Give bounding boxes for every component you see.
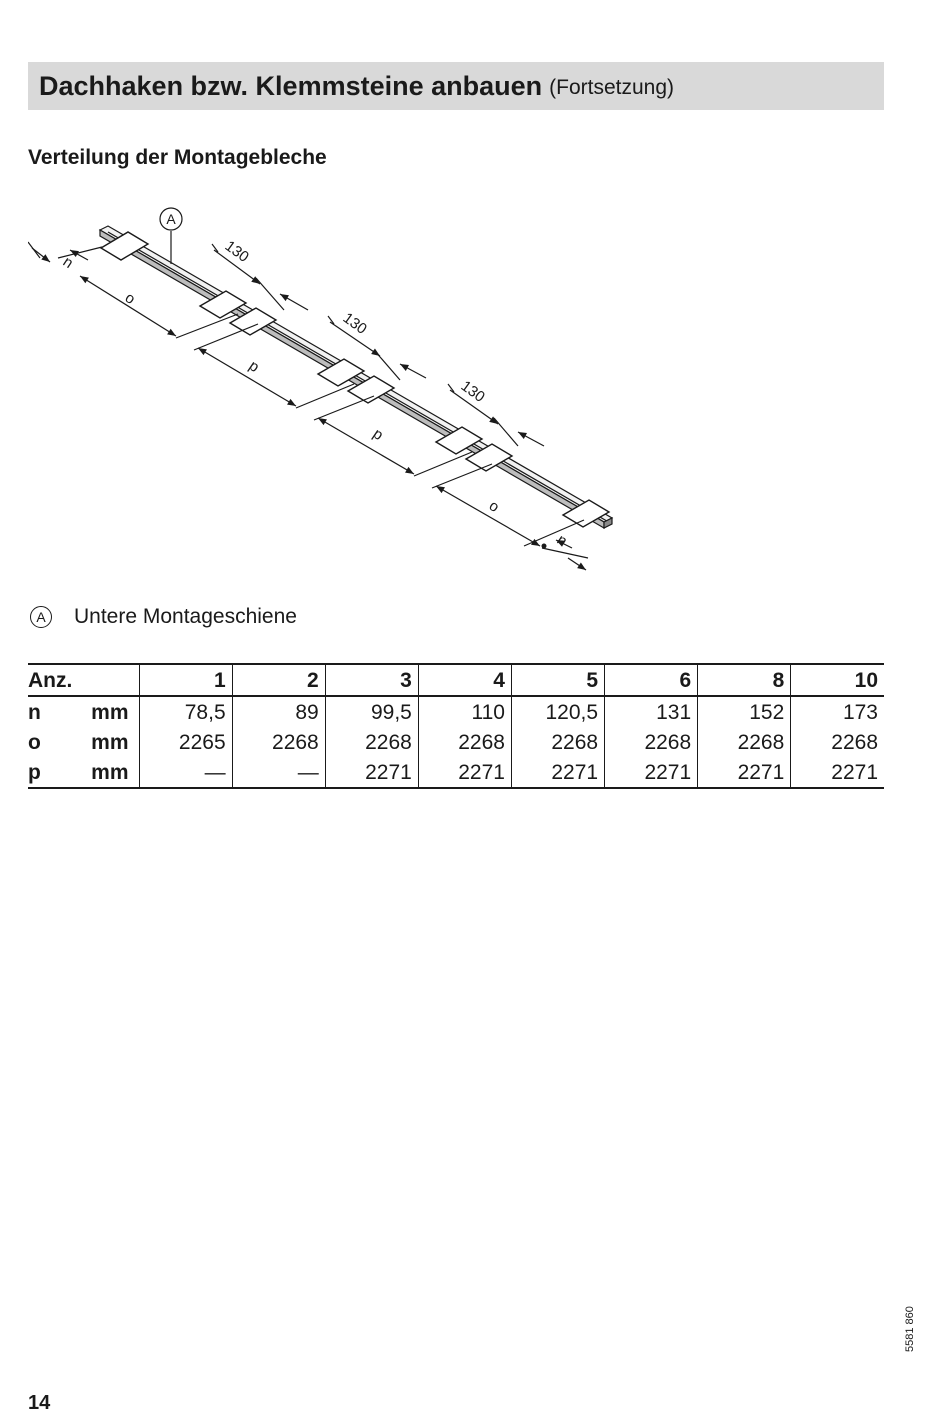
document-number: 5581 860 <box>904 1306 916 1352</box>
column-header: 1 <box>139 664 232 696</box>
dimension-line <box>198 348 296 406</box>
table-cell: 2268 <box>698 727 791 757</box>
dimension-line <box>400 364 426 378</box>
column-header: 10 <box>791 664 884 696</box>
mounting-rail-diagram <box>28 198 628 580</box>
row-label: p <box>28 757 85 788</box>
dim-label-130: 130 <box>457 377 488 406</box>
table-cell: 2271 <box>698 757 791 788</box>
column-header: 5 <box>511 664 604 696</box>
dim-label-n: n <box>59 253 77 272</box>
table-cell: 2268 <box>605 727 698 757</box>
table-cell: 110 <box>418 696 511 727</box>
column-header: 6 <box>605 664 698 696</box>
row-unit: mm <box>85 757 139 788</box>
dimension-line <box>518 432 544 446</box>
table-row <box>28 727 884 757</box>
table-row <box>28 757 884 788</box>
dimension-line <box>32 248 88 262</box>
dim-label-o: o <box>485 497 503 516</box>
table-cell: 2271 <box>325 757 418 788</box>
row-label: n <box>28 700 41 724</box>
table-cell: 2271 <box>605 757 698 788</box>
table-cell: 78,5 <box>139 696 232 727</box>
page-title: Dachhaken bzw. Klemmsteine anbauen <box>39 70 543 101</box>
row-label: o <box>28 730 41 754</box>
dim-label-p: p <box>369 425 387 444</box>
column-header: 2 <box>232 664 325 696</box>
distribution-table <box>28 663 884 789</box>
table-cell: 2268 <box>791 727 884 757</box>
dim-label-130: 130 <box>339 309 370 338</box>
table-cell: 120,5 <box>511 696 604 727</box>
legend-marker-a: A <box>30 606 52 628</box>
dim-label-p: p <box>245 357 263 376</box>
page-number: 14 <box>28 1392 51 1414</box>
table-cell: 2268 <box>511 727 604 757</box>
row-unit: mm <box>91 730 129 754</box>
column-header: 4 <box>418 664 511 696</box>
column-header: 8 <box>698 664 791 696</box>
dim-label-130: 130 <box>221 237 252 266</box>
dim-label-o: o <box>121 289 139 308</box>
dimension-line <box>568 558 586 570</box>
table-header-row <box>28 664 884 696</box>
legend-text: Untere Montageschiene <box>74 605 297 628</box>
dimension-line <box>280 294 308 310</box>
table-cell: 2268 <box>418 727 511 757</box>
dimension-line <box>318 418 414 474</box>
column-header: 3 <box>325 664 418 696</box>
table-cell: 173 <box>791 696 884 727</box>
section-heading: Verteilung der Montagebleche <box>28 146 327 169</box>
callout-a-label: A <box>166 211 176 227</box>
dim-label-n: n <box>553 531 571 550</box>
figure-legend <box>30 605 297 629</box>
table-cell: 2268 <box>232 727 325 757</box>
page-title-continuation: (Fortsetzung) <box>549 76 675 99</box>
table-row <box>28 696 884 727</box>
table-cell: 131 <box>605 696 698 727</box>
row-unit: mm <box>91 700 129 724</box>
page-title-bar <box>28 62 884 110</box>
table-cell: 2265 <box>139 727 232 757</box>
table-cell: 152 <box>698 696 791 727</box>
table-corner-label: Anz. <box>28 664 139 696</box>
table-cell: 2271 <box>511 757 604 788</box>
table-cell: — <box>139 757 232 788</box>
table-cell: 99,5 <box>325 696 418 727</box>
dimension-line <box>436 486 540 546</box>
table-cell: 2271 <box>791 757 884 788</box>
table-cell: 89 <box>232 696 325 727</box>
table-cell: 2268 <box>325 727 418 757</box>
table-cell: — <box>232 757 325 788</box>
lower-mounting-rail <box>100 226 612 528</box>
table-cell: 2271 <box>418 757 511 788</box>
